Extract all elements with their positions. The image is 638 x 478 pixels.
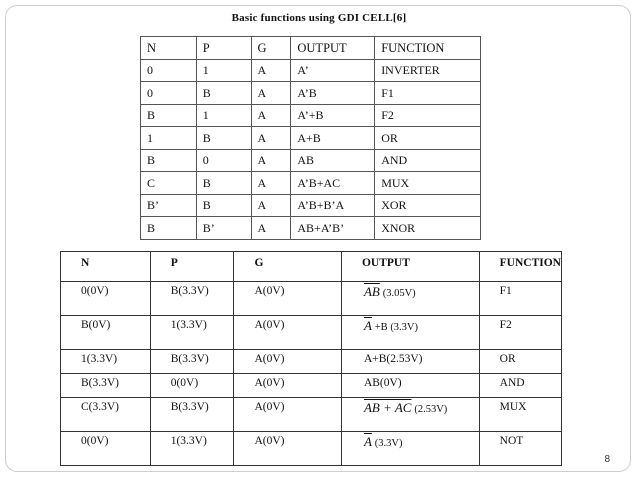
table-cell: B’: [196, 217, 251, 240]
table-cell: A: [251, 127, 291, 150]
page-number: 8: [604, 454, 610, 465]
table-cell-p: B(3.3V): [150, 398, 234, 432]
table-cell-g: A(0V): [234, 432, 341, 466]
table-cell: B: [141, 149, 197, 172]
table-row: [141, 104, 481, 127]
table-header-cell: OUTPUT: [341, 252, 479, 282]
table-cell-n: 0(0V): [61, 432, 151, 466]
output-voltage: (3.05V): [382, 288, 416, 299]
table-row: [141, 149, 481, 172]
table-cell-g: A(0V): [234, 282, 341, 316]
table-cell: A: [251, 59, 291, 82]
table-cell: AB+A’B’: [291, 217, 375, 240]
table-cell-p: B(3.3V): [150, 282, 234, 316]
table-cell: 0: [141, 82, 197, 105]
table-cell-g: A(0V): [234, 316, 341, 350]
table-cell: F1: [375, 82, 481, 105]
table-cell: 1: [196, 59, 251, 82]
table-cell-function: F2: [479, 316, 561, 350]
table-header-row: [61, 252, 562, 282]
slide-title: Basic functions using GDI CELL[6]: [231, 12, 407, 24]
table-header-cell: P: [150, 252, 234, 282]
table-cell: MUX: [375, 172, 481, 195]
table-row: [61, 282, 562, 316]
output-expression: $\overline{AB}$: [363, 284, 380, 299]
table-cell: B: [196, 194, 251, 217]
table-cell-function: AND: [479, 374, 561, 398]
table-cell: A: [251, 194, 291, 217]
table-cell: OUTPUT: [291, 37, 375, 60]
table-row: [141, 59, 481, 82]
table-header-cell: G: [234, 252, 341, 282]
table-cell-p: 0(0V): [150, 374, 234, 398]
output-expression: AB + AC: [363, 400, 412, 415]
table-row: [141, 217, 481, 240]
table-cell: A’B+B’A: [291, 194, 375, 217]
table-cell: A’B: [291, 82, 375, 105]
table-cell: B’: [141, 194, 197, 217]
table-cell: A: [251, 149, 291, 172]
table-cell-output: A+B(2.53V): [341, 350, 479, 374]
table-cell: A’+B: [291, 104, 375, 127]
table-header-cell: FUNCTION: [479, 252, 561, 282]
table-cell: 1: [141, 127, 197, 150]
table-cell-function: MUX: [479, 398, 561, 432]
table-row: [141, 194, 481, 217]
table-cell-function: NOT: [479, 432, 561, 466]
table-cell: A’: [291, 59, 375, 82]
table-row: [141, 172, 481, 195]
table-cell: A: [251, 172, 291, 195]
table-header-row: [141, 37, 481, 60]
table-cell: N: [141, 37, 197, 60]
table-cell: OR: [375, 127, 481, 150]
table-cell: A’B+AC: [291, 172, 375, 195]
table-cell-function: OR: [479, 350, 561, 374]
table-cell-n: B(0V): [61, 316, 151, 350]
output-voltage: (3.3V): [374, 438, 403, 449]
table-cell-g: A(0V): [234, 398, 341, 432]
gdi-voltage-table: [60, 251, 562, 466]
table-row: [61, 432, 562, 466]
table-cell-output: [341, 316, 479, 350]
table-cell: B: [141, 104, 197, 127]
table-row: [141, 82, 481, 105]
table-header-cell: N: [61, 252, 151, 282]
table-cell: G: [251, 37, 291, 60]
table-cell-p: B(3.3V): [150, 350, 234, 374]
output-voltage: (2.53V): [414, 404, 448, 415]
table-cell: AB: [291, 149, 375, 172]
table-cell: F2: [375, 104, 481, 127]
table-cell: B: [196, 172, 251, 195]
table-cell-g: A(0V): [234, 374, 341, 398]
table-cell-function: F1: [479, 282, 561, 316]
output-expression: $\overline{A}$: [363, 318, 372, 333]
table-cell: A: [251, 217, 291, 240]
table-cell: A: [251, 82, 291, 105]
table-row: [61, 374, 562, 398]
table-cell-output: AB(0V): [341, 374, 479, 398]
output-voltage: +B (3.3V): [374, 322, 419, 333]
table-row: [61, 398, 562, 432]
gdi-function-table: [140, 36, 481, 240]
table-row: [61, 316, 562, 350]
table-cell: C: [141, 172, 197, 195]
table-cell-p: 1(3.3V): [150, 432, 234, 466]
output-expression: $\overline{A}$: [363, 434, 372, 449]
table-cell-n: B(3.3V): [61, 374, 151, 398]
table-cell: 1: [196, 104, 251, 127]
table-cell: 0: [141, 59, 197, 82]
table-cell: B: [196, 127, 251, 150]
table-cell: FUNCTION: [375, 37, 481, 60]
table-cell: INVERTER: [375, 59, 481, 82]
table-cell-n: C(3.3V): [61, 398, 151, 432]
table-cell-p: 1(3.3V): [150, 316, 234, 350]
table-row: [141, 127, 481, 150]
table-cell: A+B: [291, 127, 375, 150]
table-cell-output: [341, 282, 479, 316]
table-cell-n: 1(3.3V): [61, 350, 151, 374]
table-cell: B: [141, 217, 197, 240]
table-cell-n: 0(0V): [61, 282, 151, 316]
table-cell: XOR: [375, 194, 481, 217]
table-cell: P: [196, 37, 251, 60]
table-cell: AND: [375, 149, 481, 172]
table-cell-output: [341, 398, 479, 432]
table-cell-output: [341, 432, 479, 466]
table-cell: 0: [196, 149, 251, 172]
table-cell: XNOR: [375, 217, 481, 240]
table-row: [61, 350, 562, 374]
table-cell: B: [196, 82, 251, 105]
table-cell-g: A(0V): [234, 350, 341, 374]
table-cell: A: [251, 104, 291, 127]
